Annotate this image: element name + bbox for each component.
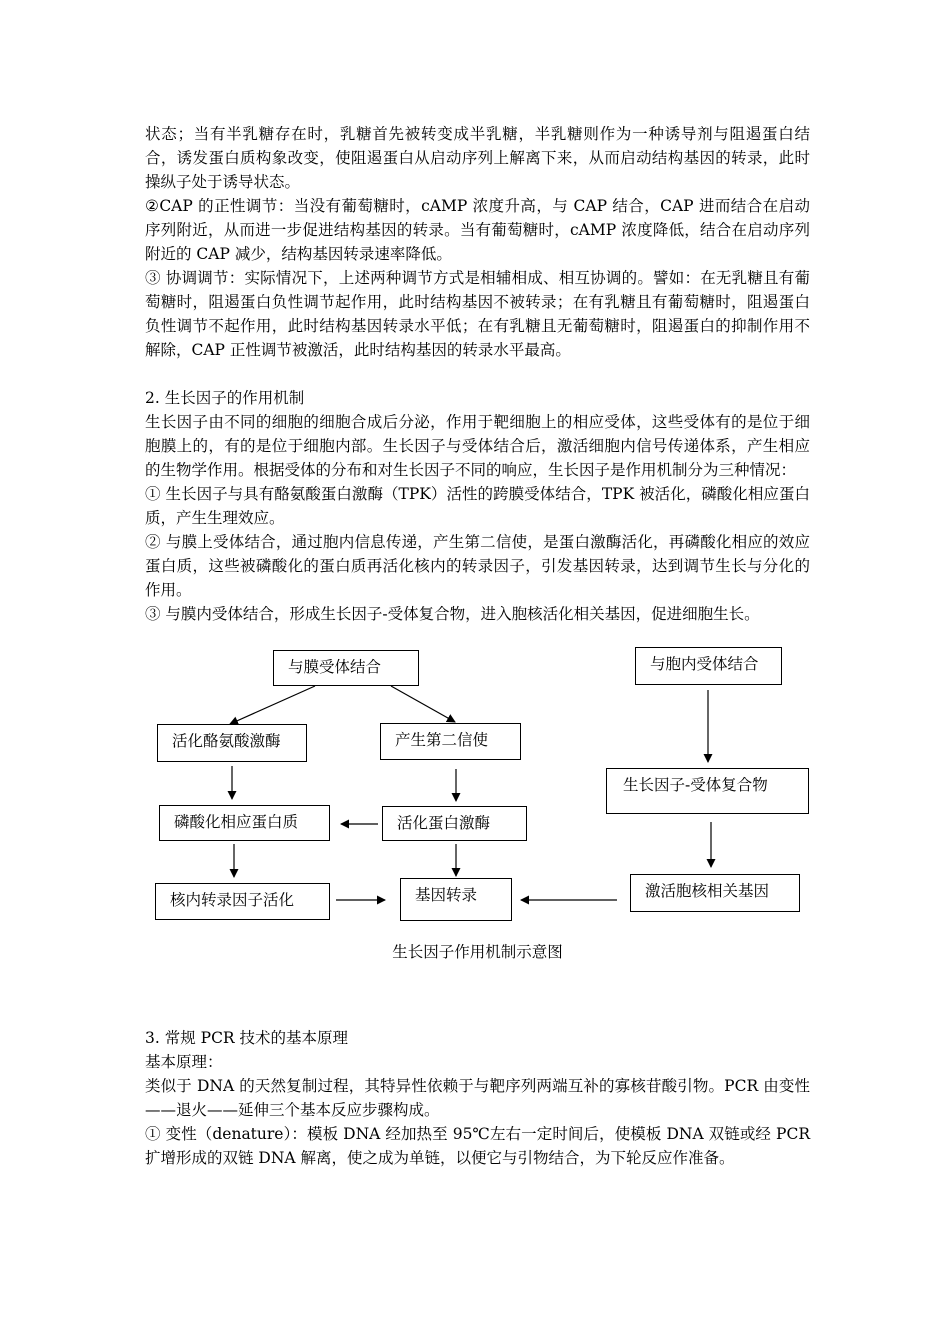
- section2-heading: 2. 生长因子的作用机制: [145, 389, 305, 407]
- box-tyrosine-kinase: 活化酪氨酸激酶: [157, 724, 307, 762]
- box-gene-transcription: 基因转录: [400, 878, 512, 921]
- growth-factor-mechanism-diagram: [145, 638, 810, 968]
- paragraph-cap-regulation: ②CAP 的正性调节：当没有葡萄糖时，cAMP 浓度升高，与 CAP 结合，CAP 进而结合在启动序列附近，从而进一步促进结构基因的转录。当有葡萄糖时，cAMP 浓度降低，结合在启动序列附近的 CAP 减少，结构基因转录速率降低。: [145, 197, 810, 263]
- document-page: [145, 122, 810, 1170]
- section3-paragraph-denature: ① 变性（denature）：模板 DNA 经加热至 95℃左右一定时间后，使模板 DNA 双链或经 PCR 扩增形成的双链 DNA 解离，使之成为单链，以便它与引物结合，为下轮反应作准备。: [145, 1125, 810, 1167]
- box-second-messenger: 产生第二信使: [380, 723, 521, 760]
- section2-paragraph-case1: ① 生长因子与具有酪氨酸蛋白激酶（TPK）活性的跨膜受体结合，TPK 被活化，磷酸化相应蛋白质，产生生理效应。: [145, 485, 810, 527]
- arrow-membrane-to-tyrosine: [230, 686, 315, 724]
- section3-heading: 3. 常规 PCR 技术的基本原理: [145, 1029, 349, 1047]
- box-phosphorylate-protein: 磷酸化相应蛋白质: [159, 805, 330, 841]
- box-nuclear-tf: 核内转录因子活化: [155, 883, 330, 920]
- arrow-membrane-to-second-messenger: [391, 686, 455, 722]
- box-receptor-complex: 生长因子-受体复合物: [606, 768, 809, 814]
- box-activate-nuclear-genes: 激活胞核相关基因: [630, 874, 800, 912]
- section2-paragraph-overview: 生长因子由不同的细胞的细胞合成后分泌，作用于靶细胞上的相应受体，这些受体有的是位于细胞膜上的，有的是位于细胞内部。生长因子与受体结合后，激活细胞内信号传递体系，产生相应的生物学作用。根据受体的分布和对生长因子不同的响应，生长因子是作用机制分为三种情况：: [145, 413, 810, 479]
- diagram-caption: 生长因子作用机制示意图: [392, 943, 563, 961]
- paragraph-coordinated-regulation: ③ 协调调节：实际情况下，上述两种调节方式是相辅相成、相互协调的。譬如：在无乳糖且有葡萄糖时，阻遏蛋白负性调节起作用，此时结构基因不被转录；在有乳糖且有葡萄糖时，阻遏蛋白负性调节不起作用，此时结构基因转录水平低；在有乳糖且无葡萄糖时，阻遏蛋白的抑制作用不解除，CAP 正性调节被激活，此时结构基因的转录水平最高。: [145, 269, 810, 359]
- section2-paragraph-case3: ③ 与膜内受体结合，形成生长因子-受体复合物，进入胞核活化相关基因，促进细胞生长。: [145, 605, 760, 623]
- box-activate-kinase: 活化蛋白激酶: [382, 806, 527, 841]
- box-membrane-receptor: 与膜受体结合: [273, 650, 419, 686]
- section3-subheading: 基本原理：: [145, 1053, 223, 1071]
- section2-paragraph-case2: ② 与膜上受体结合，通过胞内信息传递，产生第二信使，是蛋白激酶活化，再磷酸化相应的效应蛋白质，这些被磷酸化的蛋白质再活化核内的转录因子，引发基因转录，达到调节生长与分化的作用。: [145, 533, 810, 599]
- box-intracellular-receptor: 与胞内受体结合: [635, 647, 782, 685]
- paragraph-induction-state: 状态；当有半乳糖存在时，乳糖首先被转变成半乳糖，半乳糖则作为一种诱导剂与阻遏蛋白结合，诱发蛋白质构象改变，使阻遏蛋白从启动序列上解离下来，从而启动结构基因的转录，此时操纵子处于诱导状态。: [145, 125, 810, 191]
- section3-paragraph-principle: 类似于 DNA 的天然复制过程，其特异性依赖于与靶序列两端互补的寡核苷酸引物。PCR 由变性——退火——延伸三个基本反应步骤构成。: [145, 1077, 810, 1119]
